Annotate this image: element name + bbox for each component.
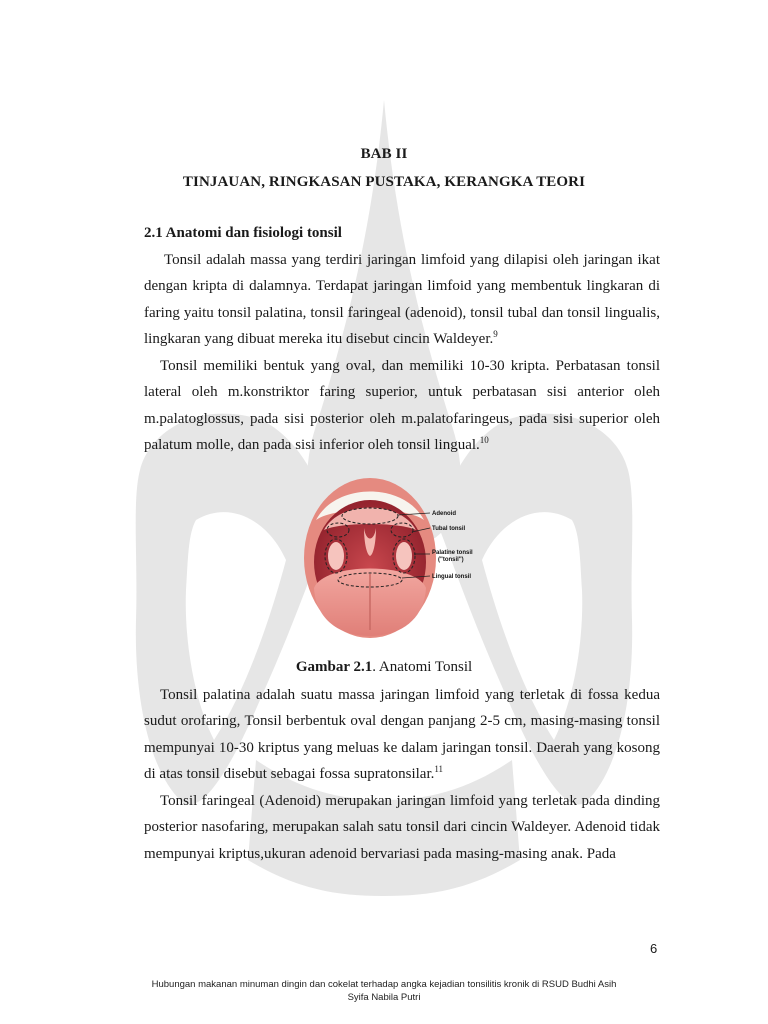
paragraph-tonsil-definition: Tonsil adalah massa yang terdiri jaringan limfoid yang dilapisi oleh jaringan ikat dengan kripta di dalamnya. Terdapat jaringan limfoid yang membentuk lingkaran di faring yaitu tonsil palatina, tonsil faringeal (adenoid), tonsil tubal dan tonsil lingualis, lingkaran yang dibuat mereka itu disebut cincin Waldeyer.$^9$ [144,252,660,348]
paragraph-tonsil-shape: Tonsil memiliki bentuk yang oval, dan memiliki 10-30 kripta. Perbatasan tonsil lateral oleh m.konstriktor faring superior, untuk perbatasan sisi anterior oleh m.palatoglossus, pada sisi posterior oleh m.palatofaringeus, pada sisi superior oleh palatum molle, dan pada sisi inferior oleh tonsil lingual.$^{10}$ [144,358,660,454]
citation-ref: 11 [434,764,444,775]
footer-thesis-title: Hubungan makanan minuman dingin dan cokelat terhadap angka kejadian tonsilitis kronik di RSUD Budhi Asih [151,979,617,990]
caption-text: . Anatomi Tonsil [372,659,473,675]
left-palatine-tonsil [328,542,344,570]
paragraph-adenoid: Tonsil faringeal (Adenoid) merupakan jaringan limfoid yang terletak pada dinding posterior nasofaring, merupakan salah satu tonsil dari cincin Waldeyer. Adenoid tidak mempunyai kriptus,ukuran adenoid bervariasi pada masing-masing anak. Pada [144,793,660,862]
figure-caption [0,659,768,676]
label-lingual-tonsil: Lingual tonsil [432,574,471,580]
label-tubal-tonsil: Tubal tonsil [432,526,466,532]
page-number: 6 [650,941,658,956]
section-title: 2.1 Anatomi dan fisiologi tonsil [144,225,342,241]
tonsil-anatomy-figure [300,470,520,645]
citation-ref: 9 [493,329,498,340]
label-palatine-tonsil: Palatine tonsil [432,550,473,556]
label-adenoid: Adenoid [432,511,456,517]
chapter-title: TINJAUAN, RINGKASAN PUSTAKA, KERANGKA TEORI [182,174,586,190]
chapter-number: BAB II [360,146,408,162]
label-palatine-tonsil-alt: ("tonsil") [438,557,464,563]
right-palatine-tonsil [396,542,412,570]
paragraph-palatine-tonsil: Tonsil palatina adalah suatu massa jaringan limfoid yang terletak di fossa kedua sudut orofaring, Tonsil berbentuk oval dengan panjang 2-5 cm, masing-masing tonsil mempunyai 10-30 kriptus yang meluas ke dalam jaringan tonsil. Daerah yang kosong di atas tonsil disebut sebagai fossa supratonsilar.$^{11}$ [144,687,660,783]
citation-ref: 10 [479,435,489,446]
footer-author: Syifa Nabila Putri [347,992,421,1003]
caption-label: Gambar 2.1 [295,659,373,675]
